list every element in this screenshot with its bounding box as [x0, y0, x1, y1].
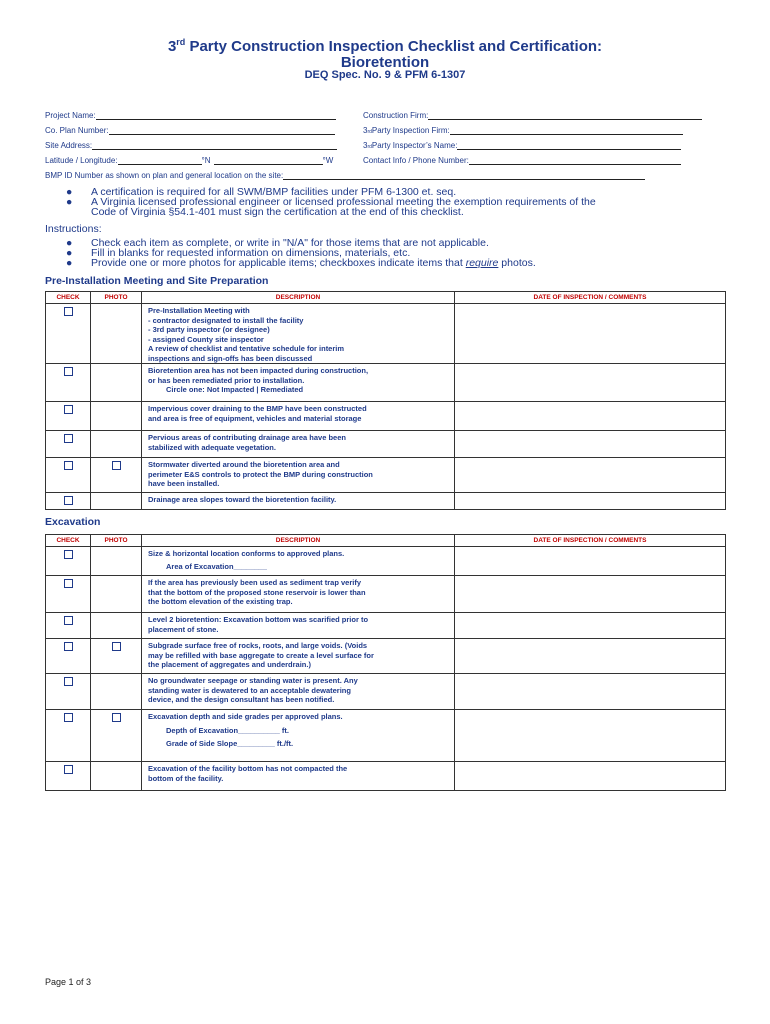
comments-cell[interactable]: [455, 547, 726, 576]
col-header-description: DESCRIPTION: [142, 292, 455, 304]
table-row: Stormwater diverted around the bioretention area and perimeter E&S controls to protect the BMP during construction have been installed.: [46, 458, 726, 493]
check-checkbox[interactable]: [64, 713, 73, 722]
comments-cell[interactable]: [455, 576, 726, 613]
site-address-field[interactable]: Site Address:: [45, 140, 337, 150]
table-row: Size & horizontal location conforms to approved plans. Area of Excavation________: [46, 547, 726, 576]
comments-cell[interactable]: [455, 304, 726, 364]
table-row: No groundwater seepage or standing water is present. Any standing water is dewatered to an acceptable dewatering device, and the design consultant has been notified.: [46, 674, 726, 710]
instruction-item: ● Provide one or more photos for applicable items; checkboxes indicate items that require photos.: [66, 257, 536, 269]
co-plan-number-field[interactable]: Co. Plan Number:: [45, 125, 335, 135]
col-header-date: DATE OF INSPECTION / COMMENTS: [455, 535, 726, 547]
section-heading-preinstall: Pre-Installation Meeting and Site Preparation: [45, 275, 269, 287]
bullet-licensed-engineer: ● A Virginia licensed professional engineer or licensed professional meeting the exemption requirements of the: [66, 196, 596, 208]
bmp-id-field[interactable]: BMP ID Number as shown on plan and general location on the site:: [45, 170, 645, 180]
table-row: Drainage area slopes toward the bioretention facility.: [46, 493, 726, 510]
photo-checkbox[interactable]: [112, 461, 121, 470]
project-name-field[interactable]: Project Name:: [45, 110, 336, 120]
check-checkbox[interactable]: [64, 550, 73, 559]
col-header-description: DESCRIPTION: [142, 535, 455, 547]
page-subtitle: DEQ Spec. No. 9 & PFM 6-1307: [304, 69, 466, 81]
photo-checkbox[interactable]: [112, 642, 121, 651]
preinstall-table: [45, 291, 726, 510]
table-row: If the area has previously been used as sediment trap verify that the bottom of the proposed stone reservoir is lower than the bottom elevation of the existing trap.: [46, 576, 726, 613]
check-checkbox[interactable]: [64, 616, 73, 625]
check-checkbox[interactable]: [64, 307, 73, 316]
excavation-table: [45, 534, 726, 791]
table-row: Subgrade surface free of rocks, roots, and large voids. (Voids may be refilled with base aggregate to create a level surface for the placement of aggregates and underdrain.): [46, 639, 726, 674]
comments-cell[interactable]: [455, 639, 726, 674]
contact-info-field[interactable]: Contact Info / Phone Number:: [363, 155, 681, 165]
section-heading-excavation: Excavation: [45, 516, 101, 528]
comments-cell[interactable]: [455, 674, 726, 710]
page-title-line2: Bioretention: [340, 54, 430, 71]
col-header-check: CHECK: [46, 535, 91, 547]
check-checkbox[interactable]: [64, 434, 73, 443]
lat-long-field[interactable]: Latitude / Longitude: °N °W: [45, 156, 334, 165]
check-checkbox[interactable]: [64, 367, 73, 376]
check-checkbox[interactable]: [64, 677, 73, 686]
comments-cell[interactable]: [455, 431, 726, 458]
table-row: Bioretention area has not been impacted during construction, or has been remediated prior to installation. Circle one: Not Impacted | Remediated: [46, 364, 726, 402]
bullet-certification: ● A certification is required for all SWM/BMP facilities under PFM 6-1300 et. seq.: [66, 186, 457, 198]
check-checkbox[interactable]: [64, 765, 73, 774]
check-checkbox[interactable]: [64, 496, 73, 505]
photo-checkbox[interactable]: [112, 713, 121, 722]
table-row: Level 2 bioretention: Excavation bottom was scarified prior to placement of stone.: [46, 613, 726, 639]
col-header-photo: PHOTO: [91, 535, 142, 547]
comments-cell[interactable]: [455, 762, 726, 791]
table-row: Pre-Installation Meeting with - contractor designated to install the facility - 3rd party inspector (or designee) - assigned County site inspector A review of checklist and tentative schedule for interim inspections and sign-offs has been discussed: [46, 304, 726, 364]
inspection-firm-field[interactable]: 3 rd Party Inspection Firm:: [363, 125, 683, 135]
comments-cell[interactable]: [455, 364, 726, 402]
check-checkbox[interactable]: [64, 461, 73, 470]
comments-cell[interactable]: [455, 613, 726, 639]
table-row: Impervious cover draining to the BMP have been constructed and area is free of equipment, vehicles and material storage: [46, 402, 726, 431]
comments-cell[interactable]: [455, 458, 726, 493]
page-footer: Page 1 of 3: [45, 977, 92, 987]
check-checkbox[interactable]: [64, 579, 73, 588]
col-header-check: CHECK: [46, 292, 91, 304]
comments-cell[interactable]: [455, 710, 726, 762]
col-header-photo: PHOTO: [91, 292, 142, 304]
instructions-heading: Instructions:: [45, 223, 102, 235]
col-header-date: DATE OF INSPECTION / COMMENTS: [455, 292, 726, 304]
table-row: Excavation depth and side grades per approved plans. Depth of Excavation__________ ft. Grade of Side Slope_________ ft./ft.: [46, 710, 726, 762]
page-title: 3rd Party Construction Inspection Checklist and Certification:: [167, 37, 603, 55]
comments-cell[interactable]: [455, 402, 726, 431]
instruction-item: ● Fill in blanks for requested information on dimensions, materials, etc.: [66, 247, 411, 259]
instruction-item: ● Check each item as complete, or write in "N/A" for those items that are not applicable.: [66, 237, 489, 249]
inspector-name-field[interactable]: 3 rd Party Inspector’s Name:: [363, 140, 681, 150]
check-checkbox[interactable]: [64, 642, 73, 651]
check-checkbox[interactable]: [64, 405, 73, 414]
table-row: Pervious areas of contributing drainage area have been stabilized with adequate vegetation.: [46, 431, 726, 458]
table-row: Excavation of the facility bottom has not compacted the bottom of the facility.: [46, 762, 726, 791]
comments-cell[interactable]: [455, 493, 726, 510]
bullet-code-virginia: Code of Virginia §54.1-401 must sign the certification at the end of this checklist.: [91, 206, 464, 218]
construction-firm-field[interactable]: Construction Firm:: [363, 110, 702, 120]
